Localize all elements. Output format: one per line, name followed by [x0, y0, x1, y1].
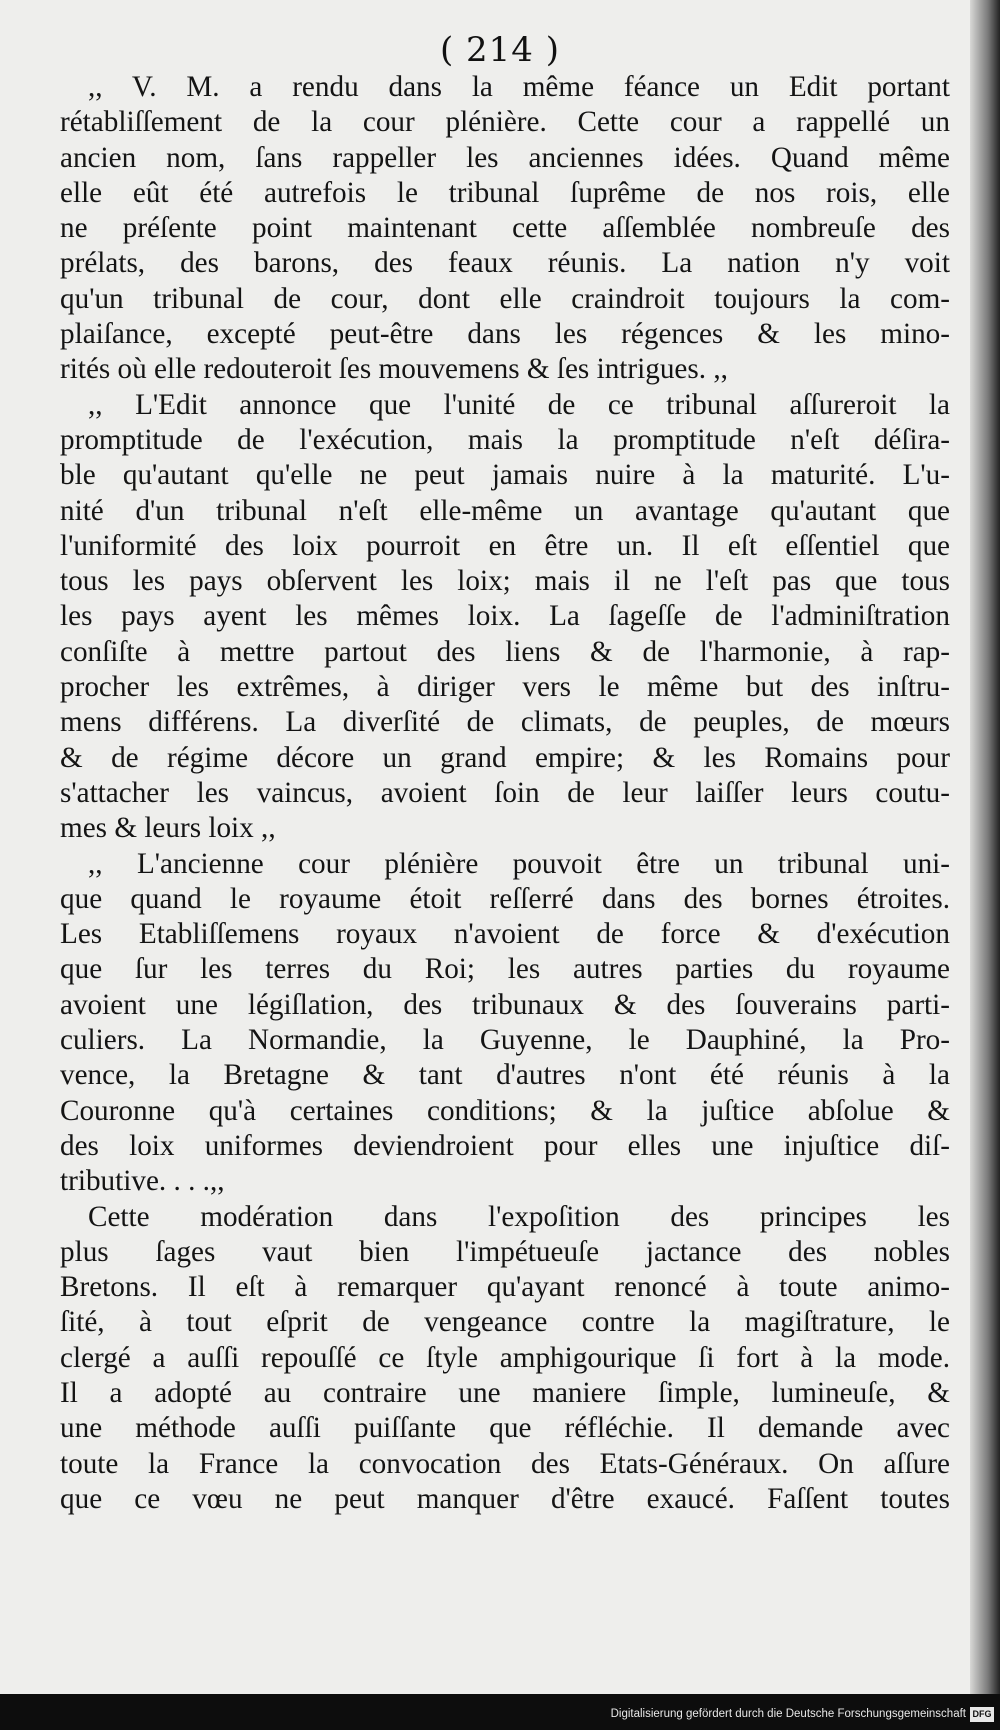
text-line: ,, L'ancienne cour plénière pouvoit être un tribunal uni-: [88, 847, 950, 880]
text-line: toute la France la convocation des Etats-Généraux. On aſſure: [60, 1447, 950, 1480]
text-line: culiers. La Normandie, la Guyenne, le Dauphiné, la Pro-: [60, 1024, 950, 1057]
text-line: ancien nom, ſans rappeller les anciennes idées. Quand même: [60, 141, 950, 174]
text-line: mens différens. La diverſité de climats, de peuples, de mœurs: [60, 706, 950, 739]
text-line: rétabliſſement de la cour plénière. Cette cour a rappellé un: [60, 106, 950, 139]
text-line: elle eût été autrefois le tribunal ſuprême de nos rois, elle: [60, 176, 950, 209]
text-line: Bretons. Il eſt à remarquer qu'ayant renoncé à toute animo-: [60, 1271, 950, 1304]
text-line: Couronne qu'à certaines conditions; & la juſtice abſolue &: [60, 1094, 950, 1127]
text-line: s'attacher les vaincus, avoient ſoin de leur laiſſer leurs coutu-: [60, 776, 950, 809]
text-line: Il a adopté au contraire une maniere ſimple, lumineuſe, &: [60, 1376, 950, 1409]
text-line: Cette modération dans l'expoſition des principes les: [88, 1200, 950, 1233]
text-line: & de régime décore un grand empire; & les Romains pour: [60, 741, 950, 774]
text-line: ,, V. M. a rendu dans la même féance un Edit portant: [88, 71, 950, 103]
text-line: nité d'un tribunal n'eſt elle-même un avantage qu'autant que: [60, 494, 950, 527]
text-line: l'uniformité des loix pourroit en être un. Il eſt eſſentiel que: [60, 529, 950, 562]
text-line: rités où elle redouteroit ſes mouvemens & ſes intrigues. ,,: [60, 353, 728, 386]
text-line: clergé a auſſi repouſſé ce ſtyle amphigourique ſi fort à la mode.: [60, 1341, 950, 1374]
text-line: tributive. . . .,,: [60, 1165, 225, 1198]
text-line: ne préſente point maintenant cette aſſemblée nombreuſe des: [60, 212, 950, 245]
text-line: mes & leurs loix ,,: [60, 812, 276, 845]
text-line: des loix uniformes deviendroient pour elles une injuſtice diſ-: [60, 1129, 950, 1162]
text-line: qu'un tribunal de cour, dont elle craindroit toujours la com-: [60, 282, 950, 315]
digitization-credit: Digitalisierung gefördert durch die Deutsche Forschungsgemeinschaft: [610, 1708, 966, 1720]
text-line: tous les pays obſervent les loix; mais il ne l'eſt pas que tous: [60, 565, 950, 598]
text-line: avoient une légiſlation, des tribunaux & des ſouverains parti-: [60, 988, 950, 1021]
text-line: procher les extrêmes, à diriger vers le même but des inſtru-: [60, 671, 950, 704]
text-line: ,, L'Edit annonce que l'unité de ce tribunal aſſureroit la: [88, 388, 950, 421]
text-line: conſiſte à mettre partout des liens & de l'harmonie, à rap-: [60, 635, 950, 668]
text-line: les pays ayent les mêmes loix. La ſageſſe de l'adminiſtration: [60, 600, 950, 633]
page-number: ( 214 ): [439, 30, 561, 70]
page-edge-shadow: [970, 0, 1000, 1730]
text-line: que ce vœu ne peut manquer d'être exaucé. Faſſent toutes: [60, 1482, 950, 1515]
text-line: promptitude de l'exécution, mais la promptitude n'eſt déſira-: [60, 423, 950, 456]
text-line: plaiſance, excepté peut-être dans les régences & les mino-: [60, 318, 950, 351]
text-line: prélats, des barons, des feaux réunis. La nation n'y voit: [60, 247, 950, 280]
text-line: une méthode auſſi puiſſante que réfléchie. Il demande avec: [60, 1412, 950, 1445]
text-line: que ſur les terres du Roi; les autres parties du royaume: [60, 953, 950, 986]
text-line: que quand le royaume étoit reſſerré dans des bornes étroites.: [60, 882, 950, 915]
text-line: Les Etabliſſemens royaux n'avoient de force & d'exécution: [60, 918, 950, 951]
text-line: ſité, à tout eſprit de vengeance contre la magiſtrature, le: [60, 1306, 950, 1339]
body-text: [60, 70, 950, 1517]
text-line: plus ſages vaut bien l'impétueuſe jactance des nobles: [60, 1235, 950, 1268]
text-line: ble qu'autant qu'elle ne peut jamais nuire à la maturité. L'u-: [60, 459, 950, 492]
dfg-logo: DFG: [970, 1707, 994, 1722]
text-line: vence, la Bretagne & tant d'autres n'ont été réunis à la: [60, 1059, 950, 1092]
